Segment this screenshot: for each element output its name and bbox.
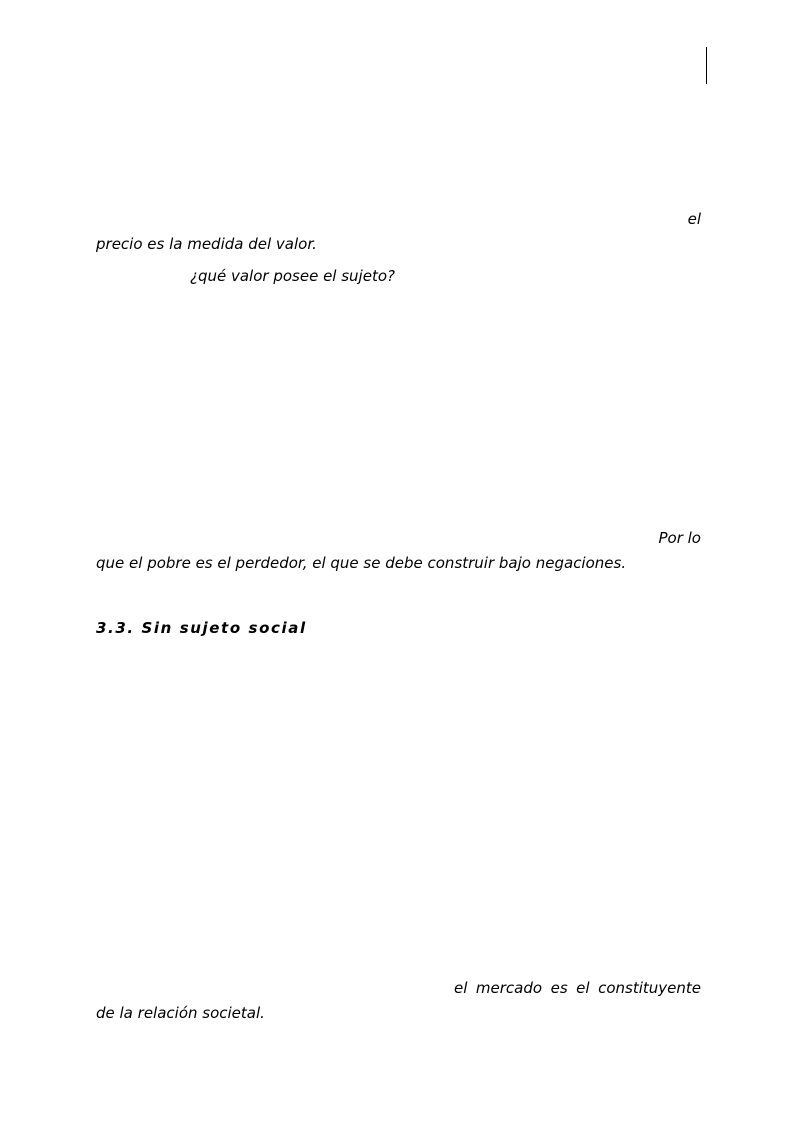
paragraph-3-word: constituyente	[598, 979, 701, 997]
paragraph-3-word: es	[550, 979, 568, 997]
paragraph-2-line-1: Por lo	[658, 529, 701, 547]
paragraph-3-word: mercado	[475, 979, 543, 997]
paragraph-3-word: el	[454, 979, 468, 997]
paragraph-3-line-2: de la relación societal.	[96, 1004, 265, 1022]
paragraph-3-word: el	[576, 979, 590, 997]
paragraph-2-line-2: que el pobre es el perdedor, el que se debe construir bajo negaciones.	[96, 554, 627, 572]
paragraph-1-line-1: el	[687, 210, 701, 228]
section-heading: 3.3. Sin sujeto social	[96, 619, 307, 637]
paragraph-1-question: ¿qué valor posee el sujeto?	[190, 267, 395, 285]
paragraph-1-line-2: precio es la medida del valor.	[96, 235, 317, 253]
paragraph-3-line-1	[454, 978, 701, 998]
header-rule	[706, 47, 707, 84]
